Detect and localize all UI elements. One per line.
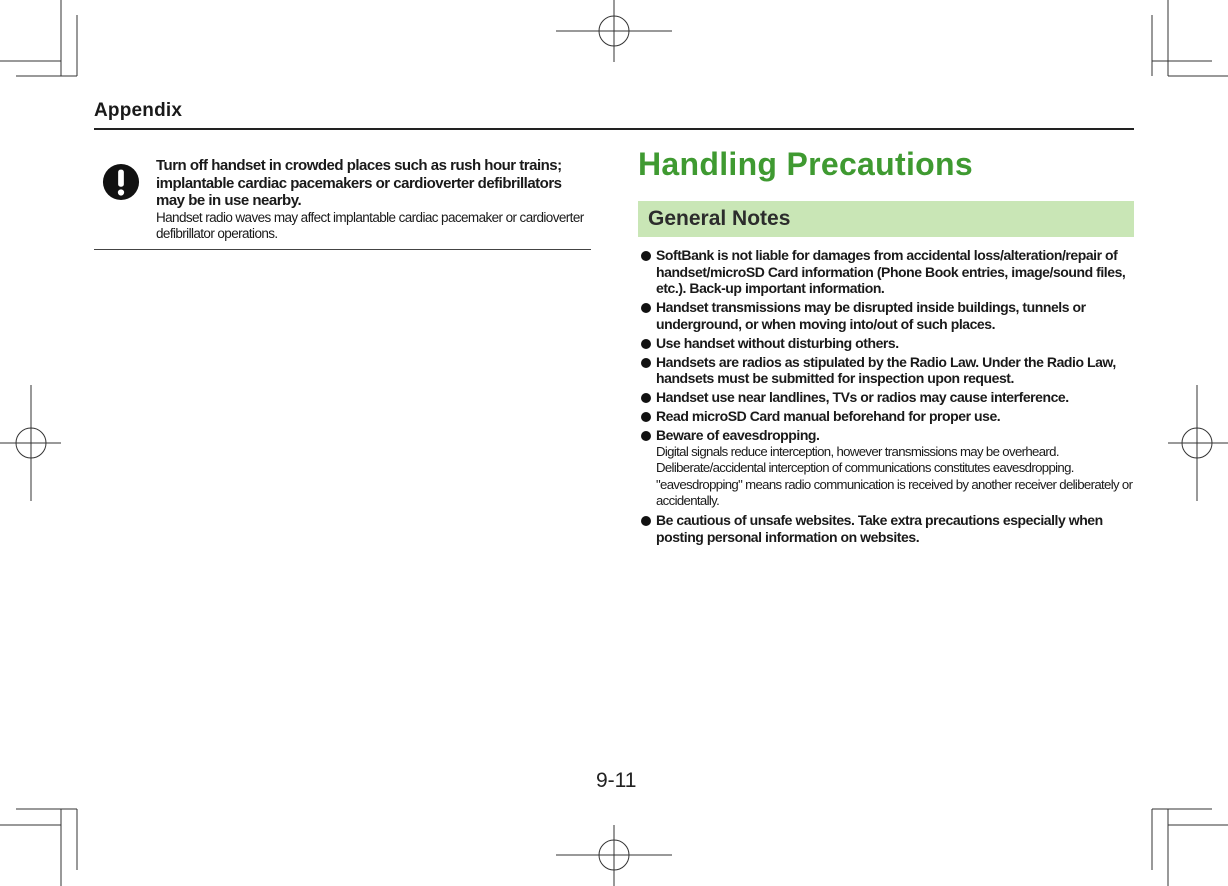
note-title: Use handset without disturbing others.	[656, 334, 899, 351]
note-title: Read microSD Card manual beforehand for proper use.	[656, 408, 1001, 424]
general-notes-list	[638, 247, 1138, 548]
list-item	[638, 299, 1138, 332]
list-item	[638, 408, 1138, 425]
list-item	[638, 247, 1138, 297]
note-title: Handset transmissions may be disrupted inside buildings, tunnels or underground, or when moving into/out of such places.	[656, 299, 1086, 332]
subsection-bar	[638, 201, 1134, 237]
page-title: Handling Precautions	[638, 146, 973, 182]
page-number: 9-11	[596, 769, 637, 792]
note-title: Be cautious of unsafe websites. Take extra precautions especially when posting personal information on websites.	[656, 512, 1103, 545]
note-title: Beware of eavesdropping.	[656, 427, 820, 443]
warning-divider	[94, 249, 591, 250]
bullet-icon	[641, 358, 651, 368]
note-title: SoftBank is not liable for damages from accidental loss/alteration/repair of handset/microSD Card information (Phone Book entries, image/sound files, etc.). Back-up important information.	[656, 247, 1126, 296]
header-rule	[94, 128, 1134, 130]
exclamation-icon	[102, 163, 140, 201]
bullet-icon	[641, 303, 651, 313]
note-body: Digital signals reduce interception, however transmissions may be overheard. Deliberate/accidental interception of communications constitutes eavesdropping. "eavesdropping" means radio communication is received by another receiver deliberately or accidentally.	[656, 443, 1133, 508]
warning-title: Turn off handset in crowded places such as rush hour trains; implantable cardiac pacemakers or cardioverter defibrillators may be in use nearby.	[156, 157, 562, 209]
bullet-icon	[641, 412, 651, 422]
list-item	[638, 389, 1138, 406]
bullet-icon	[641, 339, 651, 349]
bullet-icon	[641, 251, 651, 261]
bullet-icon	[641, 431, 651, 441]
note-title: Handsets are radios as stipulated by the Radio Law. Under the Radio Law, handsets must be submitted for inspection upon request.	[656, 353, 1116, 386]
list-item	[638, 354, 1138, 387]
list-item	[638, 335, 1138, 352]
warning-note	[94, 157, 591, 242]
section-label: Appendix	[94, 100, 183, 121]
list-item	[638, 427, 1138, 510]
warning-body: Handset radio waves may affect implantable cardiac pacemaker or cardioverter defibrillator operations.	[156, 209, 584, 241]
bullet-icon	[641, 516, 651, 526]
subsection-title: General Notes	[648, 207, 791, 230]
list-item	[638, 512, 1138, 545]
bullet-icon	[641, 393, 651, 403]
note-title: Handset use near landlines, TVs or radios may cause interference.	[656, 389, 1069, 405]
